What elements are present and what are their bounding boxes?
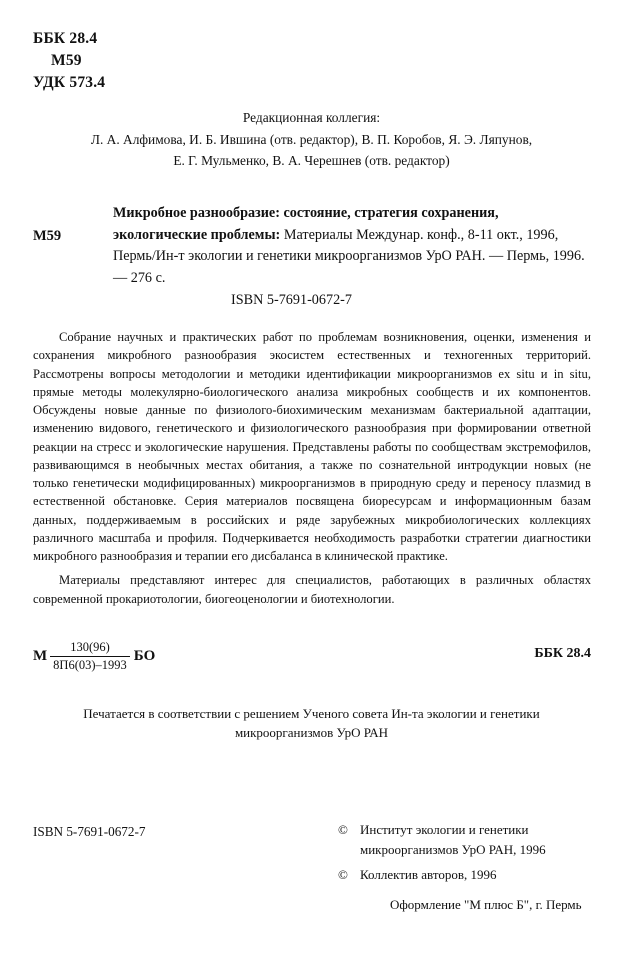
catalog-numerator: 130(96)	[50, 640, 130, 657]
copyright-icon: ©	[338, 822, 348, 837]
footer-isbn: ISBN 5-7691-0672-7	[33, 824, 146, 839]
bib-signature: М59	[33, 228, 62, 244]
copyright-text-line-1: Институт экологии и генетики	[360, 822, 529, 837]
editorial-board-heading: Редакционная коллегия:	[242, 110, 381, 125]
copyright-text-line-1: Коллектив авторов, 1996	[360, 867, 497, 882]
copyright-item	[338, 820, 618, 859]
copyright-icon: ©	[338, 867, 348, 882]
annotation-paragraph-2: Материалы представляют интерес для специалистов, работающих в различных областях современной прокариотологии, биогеоценологии и биотехнологии.	[33, 573, 591, 606]
editorial-board	[0, 108, 623, 171]
catalog-bbk-right: ББК 28.4	[534, 646, 591, 661]
code-udk: УДК 573.4	[33, 74, 106, 91]
bib-title: Микробное разнообразие: состояние, стратегия сохранения, экологические проблемы:	[113, 205, 499, 243]
annotation	[33, 328, 591, 608]
copyright-item	[338, 865, 618, 885]
approval-line-2: микроорганизмов УрО РАН	[234, 724, 389, 740]
copyright-text-line-2: микроорганизмов УрО РАН, 1996	[360, 841, 546, 857]
bib-body	[113, 203, 593, 312]
code-signature: М59	[51, 52, 82, 69]
editorial-board-line-2: Е. Г. Мульменко, В. А. Черешнев (отв. редактор)	[173, 152, 450, 168]
catalog-prefix: М	[33, 647, 48, 664]
catalog-denominator: 8П6(03)–1993	[53, 657, 127, 672]
editorial-board-line-1: Л. А. Алфимова, И. Б. Ившина (отв. редактор), В. П. Коробов, Я. Э. Ляпунов,	[90, 131, 533, 147]
catalog-line	[33, 640, 591, 673]
approval-note	[0, 705, 623, 743]
code-bbk: ББК 28.4	[33, 30, 98, 47]
copyright-block	[338, 820, 618, 914]
bib-isbn: ISBN 5-7691-0672-7	[231, 292, 352, 309]
bibliographic-record	[33, 203, 593, 312]
bib-imprint: Материалы Междунар. конф., 8-11 окт., 1996, Пермь/Ин-т экологии и генетики микроорганизмов УрО РАН. — Пермь, 1996. — 276 с.	[113, 226, 585, 286]
catalog-fraction	[50, 640, 130, 673]
catalog-suffix: БО	[133, 647, 156, 664]
classification-codes	[33, 28, 105, 94]
annotation-paragraph-1: Собрание научных и практических работ по проблемам возникновения, оценки, изменения и сохранения микробного разнообразия экосистем естественных и техногенных территорий. Рассмотрены вопросы методологии и методики идентификации микроорганизмов ex situ и in situ, прямые методы молекулярно-биологического анализа микробных сообществ и их компонентов. Обсуждены новые данные по физиолого-биохимическим механизмам бактериальной адаптации, изменению видового, генетического и физиологического разнообразия при формировании ответной реакции на стресс и экологические нарушения. Представлены работы по сообществам экстремофилов, развивающимся в необычных местах обитания, а также по сознательной интродукции новых (не только генетически модифицированных) микроорганизмов в природную среду и переносу плазмид в естественной обстановке. Серия материалов посвящена биоресурсам и информационным базам данных, поддерживаемым в российских и ряде зарубежных микробиологических коллекциях различного масштаба и профиля. Подчеркивается необходимость разработки стратегии диагностики микробного разнообразия и терапии его дисбаланса в клинической практике.	[33, 330, 591, 563]
design-credit: Оформление "М плюс Б", г. Пермь	[390, 896, 582, 912]
approval-line-1: Печатается в соответствии с решением Ученого совета Ин-та экологии и генетики	[83, 706, 540, 721]
